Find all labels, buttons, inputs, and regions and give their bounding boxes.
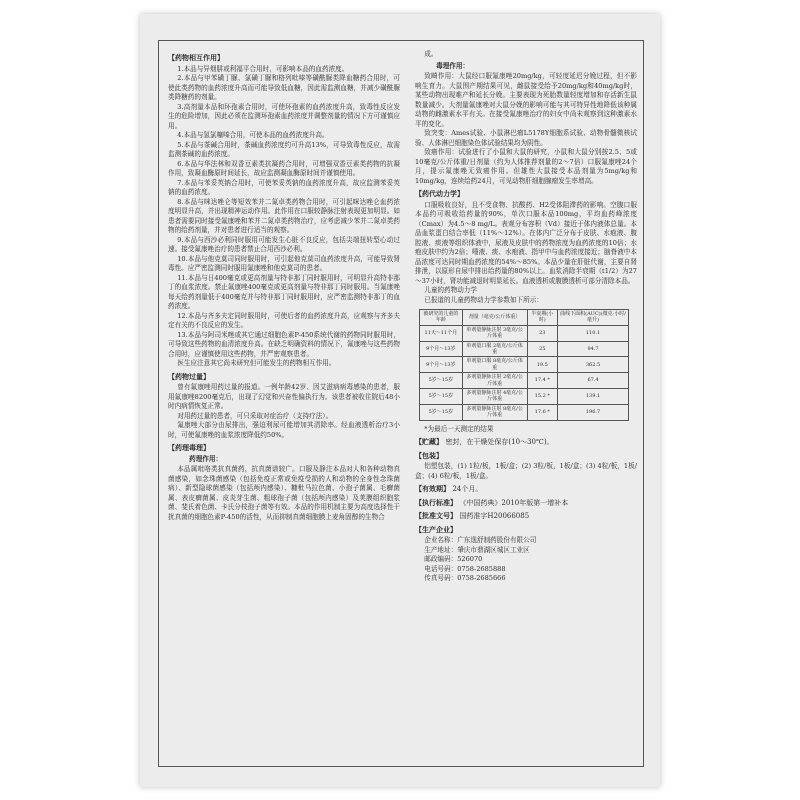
table-cell: 139.1 [558, 389, 629, 405]
paragraph: 氟康唑大部分由尿排出，强迫利尿可能增加其清除率。经血液透析治疗3小时，可使氟康唑的血浆浓度降低约50%。 [168, 421, 400, 439]
section-heading-package: 【包装】 [415, 450, 443, 460]
table-header: 半衰期(小时) [527, 310, 558, 326]
paragraph: 11.本品与日400毫克或更高剂量与特非那丁同时服用时，可明显升高特非那丁的血浆浓度。禁止氟康唑400毫克或更高剂量与特非那丁同时服用。当氟康唑每天给药剂量低于400毫克并与特非那丁同时服用时，应严密监测特非那丁的血药浓度。 [168, 273, 400, 310]
table-cell: 15.2 * [527, 389, 558, 405]
paragraph: 医生应注意其它尚未研究但可能发生的药物相互作用。 [177, 359, 336, 367]
table-cell: 单剂量口服 2毫克/公斤体重 [462, 341, 527, 357]
table-cell: 5岁～15岁 [420, 404, 463, 420]
table-row [420, 373, 629, 389]
package-text: 铝塑包装，(1) 1粒/板，1板/盒；(2) 3粒/板，1板/盒；(3) 4粒/板，1板/盒；(4) 6粒/板，1板/盒。 [415, 462, 637, 480]
paragraph: 12.本品与齐多夫定同时服用时，可使后者的血药浓度升高，应观察与齐多夫定有关的不良反应的发生。 [168, 311, 400, 329]
right-column [415, 50, 637, 584]
section-heading-validity: 【有效期】 24个月。 [415, 484, 483, 494]
paragraph: 1.本品与异烟肼或利福平合用时，可影响本品的血药浓度。 [177, 64, 349, 73]
table-cell: 5岁～15岁 [420, 373, 463, 389]
table-header: 剂量（毫克/公斤体重） [462, 310, 527, 326]
storage-text: 密封，在干燥处保存(10～30℃)。 [445, 438, 554, 447]
paragraph: 7.本品与苯妥英钠合用时，可使苯妥英钠的血药浓度升高，故应监测苯妥英钠的血药浓度。 [168, 178, 400, 196]
table-cell: 94.7 [558, 341, 629, 357]
pediatric-pk-table [419, 309, 629, 421]
paragraph: 13.本品与阿司米唑或其它通过细胞色素P-450系统代谢的药物同时服用时，可导致这些药物的血清浓度升高。在缺乏明确资料的情况下，氟康唑与这些药物合用时，应谨慎使用这些药物，并严密观察患者。 [168, 330, 400, 358]
approval-text: 国药准字H20066085 [459, 512, 530, 521]
paragraph: 4.本品与氢氯噻嗪合用，可使本品的血药浓度升高。 [177, 131, 329, 139]
table-cell: 多剂量静脉注射 8毫克/公斤体重 [462, 404, 527, 420]
table-cell: 25 [527, 341, 558, 357]
manufacturer-fax: 传真号码：0758-2685666 [424, 574, 506, 583]
table-cell: 多剂量静脉注射 2毫克/公斤体重 [462, 373, 527, 389]
table-cell: 11天～11个月 [420, 325, 463, 341]
subheading-pharmacology: 药理作用： [189, 454, 223, 463]
table-header: 被研究的儿童的年龄 [420, 310, 463, 326]
section-heading-interactions: 【药物相互作用】 [168, 53, 224, 62]
table-cell: 17.6 * [527, 404, 558, 420]
table-cell: 5岁～15岁 [420, 389, 463, 405]
section-heading-approval: 【批准文号】 国药准字H20066085 [415, 511, 530, 521]
manufacturer-postcode: 邮政编码：526070 [424, 555, 483, 564]
subheading-toxicity: 毒理作用： [436, 61, 470, 70]
section-heading-overdose: 【药物过量】 [168, 371, 210, 381]
paragraph: 口服吸收良好，且不受食物、抗酸药、H2受体阻滞药的影响。空腹口服本品约可吸收给药量的90%，单次口服本品100mg，平均血药峰浓度（Cmax）为4.5～8 mg/L。表观分布容积（Vd）接近于体内液体总量。本品血浆蛋白结合率低（11%～12%）。在体内广泛分布于皮肤、水疱液、腹腔液、痰液等组织体液中，尿液及皮肤中的药物浓度为血药浓度的10倍；水疱皮肤中约为2倍；唾液、痰、水疱液、指甲中与血药浓度接近；脑脊液中本品浓度可达同时期血药浓度的54%～85%。本品少量在肝脏代谢，主要自肾排泄，以原形自尿中排出给药量的80%以上。血浆消除半衰期（t1/2）为27～37小时，肾功能减退时明显延长。血液透析或腹膜透析可部分清除本品。 [415, 200, 637, 285]
table-header-row [420, 310, 629, 326]
paragraph: 3.高剂量本品和环孢素合用时，可使环孢素的血药浓度升高，致毒性反应发生的危险增加，因此必须在监测环孢素血药浓度并调整剂量的情况下方可谨慎应用。 [168, 102, 400, 130]
paragraph: 本品属吡咯类抗真菌药，抗真菌谱较广。口服及静注本品对人和各种动物真菌感染，如念珠菌感染（包括免疫正常或免疫受损的人和动物的全身性念珠菌病）、新型隐球菌感染（包括颅内感染）、糠秕马拉色菌、小孢子菌属、毛癣菌属、表皮癣菌属、皮炎芽生菌、粗球孢子菌（包括颅内感染）及荚膜组织胞浆菌、斐氏着色菌、卡氏分枝孢子菌等有效。本品的作用机制主要为高度选择性干扰真菌的细胞色素P-450的活性，从而抑制真菌细胞膜上麦角固醇的生物合 [168, 465, 400, 521]
paragraph: 9.本品与西沙必利同时服用可能发生心脏不良反应，包括尖端扭转型心动过速。接受氟康唑治疗的患者禁止合用西沙必利。 [168, 235, 400, 253]
table-row [420, 357, 629, 373]
table-cell: 9个月～13岁 [420, 341, 463, 357]
paragraph: 已报道的儿童药物动力学参数如下所示： [424, 295, 543, 304]
paragraph: 成。 [424, 50, 438, 58]
table-cell: 9个月～13岁 [420, 357, 463, 373]
interactions-list [168, 65, 400, 369]
table-row [420, 389, 629, 405]
table-cell: 362.5 [558, 357, 629, 373]
section-heading-standard: 【执行标准】 《中国药典》2010年版第一增补本 [415, 497, 569, 507]
left-column [168, 50, 400, 522]
table-cell: 单剂量静脉注射 3毫克/公斤体重 [462, 325, 527, 341]
validity-text: 24个月。 [452, 485, 483, 494]
paragraph: 曾有氟康唑用药过量的报道。一例年龄42岁、因艾滋病病毒感染的患者，服用氟康唑8200毫克后，出现了幻觉和兴奋性偏执行为。该患者被收住院后48小时内病情恢复正常。 [168, 383, 400, 410]
table-row [420, 341, 629, 357]
manufacturer-address: 生产地址：肇庆市鼎湖区城区工业区 [424, 545, 530, 554]
table-cell: 196.7 [558, 404, 629, 420]
section-heading-pharmacokinetics: 【药代动力学】 [415, 189, 464, 198]
table-cell: 17.4 * [527, 373, 558, 389]
table-header: 曲线下面积(AUC)(微克·小时/毫升) [558, 310, 629, 326]
table-cell: 多剂量静脉注射 4毫克/公斤体重 [462, 389, 527, 405]
paragraph: 对用药过量的患者，可只采取对症治疗（支持疗法）。 [177, 411, 333, 420]
section-heading-storage: 【贮藏】 密封，在干燥处保存(10～30℃)。 [415, 437, 554, 447]
table-row [420, 325, 629, 341]
paragraph: 致畸作用：大鼠经口服氟康唑20mg/kg，可轻度延迟分娩过程，但不影响生育力。大鼠围产期结果可见，雌鼠接受给予20mg/kg和40mg/kg时，某些动物出现难产和延长分娩。主要表现为死胎数量轻度增加和存活新生鼠数量减少。大剂量氟康唑对大鼠分娩的影响可能与其可特异性地降低该种属动物的雌激素水平有关。在接受氟康唑治疗的妇女中尚未观察到这种激素水平的变化。 [415, 72, 637, 128]
section-heading-toxicology: 【药理毒理】 [168, 443, 210, 452]
table-row [420, 404, 629, 420]
paragraph: 5.本品与茶碱合用时，茶碱血药浓度约可升高13%，可导致毒性反应，故需监测茶碱的血药浓度。 [168, 140, 400, 158]
paragraph: 致癌作用：试验进行了小鼠和大鼠的研究，小鼠和大鼠分别按2.5、5或10毫克/公斤体重/日剂量（约为人体推荐剂量的2～7倍）口服氟康唑24个月，提示氟康唑无致癌作用。但雄性大鼠接受本品剂量为5mg/kg和10mg/kg，连续给药24月，可见动物肝细胞腺瘤发生率增高。 [415, 148, 637, 185]
paragraph: 6.本品与华法林和双香豆素类抗凝药合用时，可增强双香豆素类药物的抗凝作用，致凝血酶原时间延长，故应监测凝血酶原时间并谨慎使用。 [168, 159, 400, 177]
paragraph: 致突变：Ames试验、小鼠淋巴瘤L5178Y细胞系试验、动物骨髓微核试验、人体淋巴细胞染色体试验结果均为阴性。 [415, 129, 637, 147]
paragraph: 8.本品与咪达唑仑等短效苯并二氮卓类药物合用时，可引起咪达唑仑血药浓度明显升高，并出现精神运动作用。此作用在口服较静脉注射表现更加明显。如患者需要同时接受氟康唑和苯并二氮卓类药物治疗，应考虑减少苯并二氮卓类药物的给药剂量，并对患者进行适当的观察。 [168, 197, 400, 234]
table-cell: 19.5 [527, 357, 558, 373]
table-cell: 23 [527, 325, 558, 341]
standard-text: 《中国药典》2010年版第一增补本 [459, 498, 569, 507]
paragraph: 2.本品与甲苯磺丁脲、氯磺丁脲和格列吡嗪等磺酰脲类降血糖药合用时，可使此类药物的血药浓度升高而可能导致低血糖，因此需监测血糖，并减少磺酰脲类降糖药的剂量。 [168, 74, 400, 101]
section-heading-manufacturer: 【生产企业】 [415, 524, 457, 534]
manufacturer-phone: 电话号码：0758-2685888 [424, 564, 506, 573]
table-footnote: *为最后一天测定的结果 [424, 424, 494, 433]
paragraph: 10.本品与他克莫司同时服用时，可引起他克莫司血药浓度升高，可能导致肾毒性。应严密监测同时服用氟康唑和他克莫司的患者。 [168, 254, 400, 272]
manufacturer-name: 企业名称：广东逸舒制药股份有限公司 [424, 536, 537, 545]
paragraph: 儿童的药物动力学 [424, 286, 477, 294]
table-cell: 单剂量口服 8毫克/公斤体重 [462, 357, 527, 373]
table-cell: 67.4 [558, 373, 629, 389]
table-cell: 110.1 [558, 325, 629, 341]
